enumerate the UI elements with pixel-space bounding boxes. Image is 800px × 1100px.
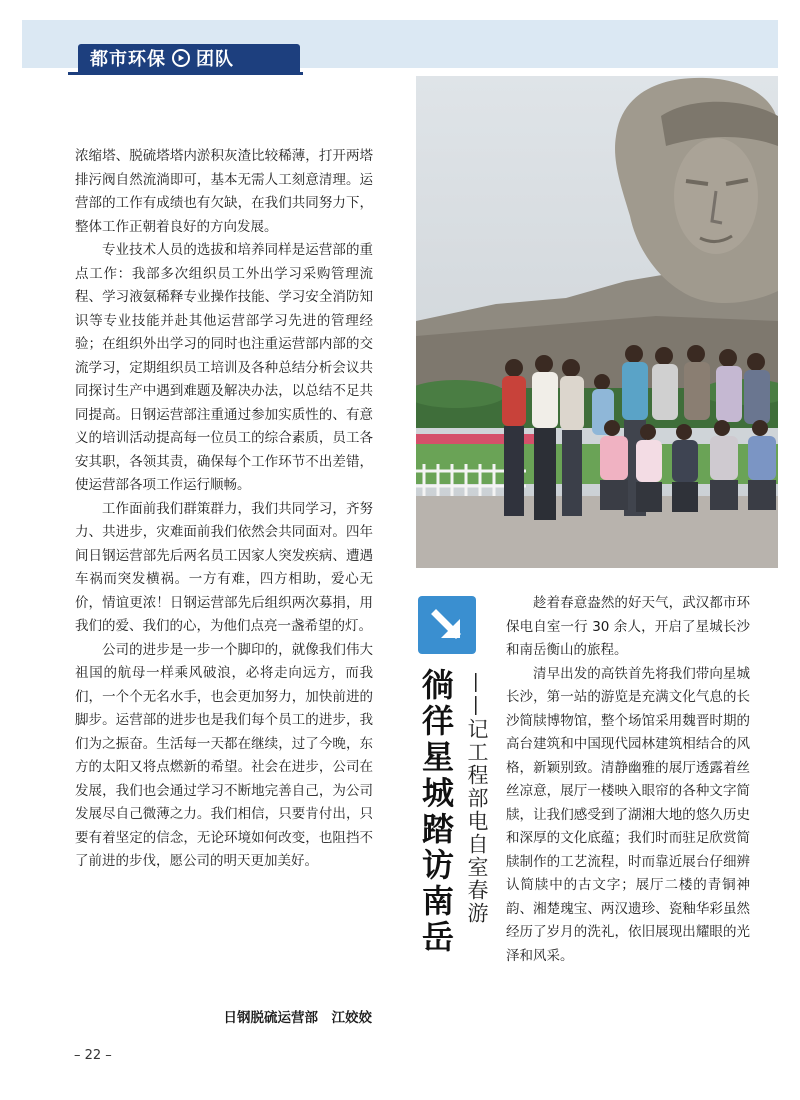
left-column [75,145,373,874]
arrow-down-right-icon [418,596,476,654]
section-label: 都市环保 [90,49,166,70]
section-header [78,44,300,72]
section-tag: 团队 [196,49,234,70]
article-subtitle: ——记工程部电自室春游 [465,672,489,925]
article-title: 徜徉星城踏访南岳 [417,668,455,956]
group-photo [416,76,778,568]
left-paragraph: 工作面前我们群策群力，我们共同学习，齐努力、共进步，灾难面前我们依然会共同面对。四年间日钢运营部先后两名员工因家人突发疾病、遭遇车祸而突发横祸。一方有难，四方相助，爱心无价，情谊更浓！日钢运营部先后组织两次募捐，用我们的爱、我们的心，为他们点亮一盏希望的灯。 [75,500,373,634]
left-paragraph: 专业技术人员的选拔和培养同样是运营部的重点工作：我部多次组织员工外出学习采购管理流程、学习液氨稀释专业操作技能、学习安全消防知识等专业技能并赴其他运营部学习先进的管理经验；在组织外出学习的同时也注重运营部内部的交流学习，定期组织员工培训及各种总结分析会议共同探讨生产中遇到难题及解决办法，以总结不足共同提高。日钢运营部注重通过参加实质性的、有意义的培训活动提高每一位员工的综合素质，员工各安其职，各领其责，确保每个工作环节不出差错，使运营部各项工作运行顺畅。 [75,242,373,493]
article-paragraph: 趁着春意盎然的好天气，武汉都市环保电自室一行 30 余人，开启了星城长沙和南岳衡山的旅程。 [506,595,750,658]
author-signature: 日钢脱硫运营部 江姣姣 [223,1010,372,1026]
left-paragraph: 公司的进步是一步一个脚印的，就像我们伟大祖国的航母一样乘风破浪，必将走向远方，而我们，一个个无名水手，也会更加努力，加快前进的脚步。运营部的进步也是我们每个员工的进步，我们为之振奋。生活每一天都在继续，过了今晚，东方的太阳又将点燃新的希望。社会在进步，公司在发展，我们也会通过学习不断地完善自己，为公司发展尽自己微薄之力。我们相信，只要肯付出，只要有着坚定的信念，无论环境如何改变，也阻挡不了前进的步伐，愿公司的明天更加美好。 [75,641,373,869]
page-number: – 22 – [74,1048,112,1063]
header-rule [68,72,303,75]
play-circle-icon [172,49,190,67]
article-body [506,592,750,968]
left-paragraph: 浓缩塔、脱硫塔塔内淤积灰渣比较稀薄，打开两塔排污阀自然流淌即可，基本无需人工刻意清理。运营部的工作有成绩也有欠缺，在我们共同努力下，整体工作正朝着良好的方向发展。 [75,148,373,235]
article-paragraph: 清早出发的高铁首先将我们带向星城长沙，第一站的游览是充满文化气息的长沙简牍博物馆，整个场馆采用魏晋时期的高台建筑和中国现代园林建筑相结合的风格，新颖别致。清静幽雅的展厅透露着丝丝凉意，展厅一楼映入眼帘的各种文字简牍，让我们感受到了湖湘大地的悠久历史和深厚的文化底蕴；我们时而驻足欣赏简牍制作的工艺流程，时而靠近展台仔细辨认简牍中的古文字；展厅二楼的青铜神韵、湘楚瑰宝、两汉遗珍、瓷釉华彩虽然经历了岁月的洗礼，依旧展现出耀眼的光泽和风采。 [506,665,750,964]
